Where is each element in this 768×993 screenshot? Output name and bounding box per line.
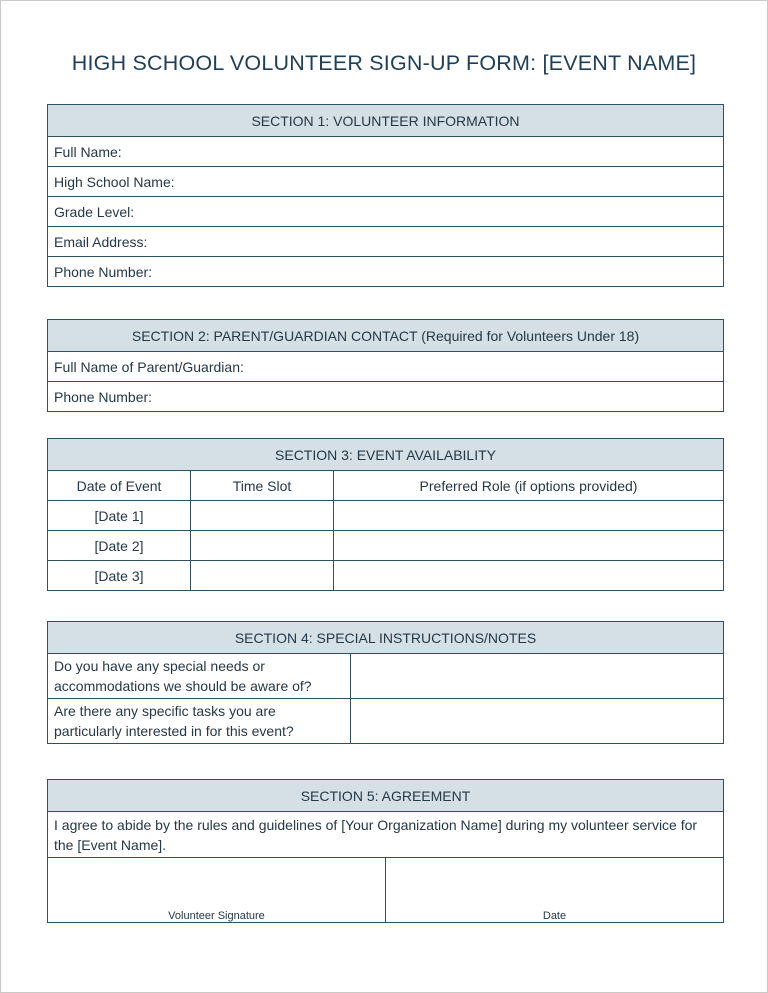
date-label: Date	[542, 910, 567, 922]
specific-tasks-answer-field[interactable]	[351, 699, 724, 744]
time-slot-cell[interactable]	[191, 501, 334, 531]
preferred-role-cell[interactable]	[334, 561, 724, 591]
section-heading: SECTION 5: AGREEMENT	[48, 780, 724, 812]
table-row	[48, 531, 724, 561]
volunteer-signature-label: Volunteer Signature	[168, 910, 265, 922]
full-name-field[interactable]: Full Name:	[48, 137, 724, 167]
table-row	[48, 561, 724, 591]
section-heading: SECTION 1: VOLUNTEER INFORMATION	[48, 105, 724, 137]
time-slot-cell[interactable]	[191, 561, 334, 591]
preferred-role-cell[interactable]	[334, 531, 724, 561]
section-agreement	[47, 779, 724, 923]
table-row	[48, 501, 724, 531]
guardian-full-name-field[interactable]: Full Name of Parent/Guardian:	[48, 352, 724, 382]
specific-tasks-question: Are there any specific tasks you are particularly interested in for this event?	[48, 699, 351, 744]
column-header-date: Date of Event	[48, 471, 191, 501]
high-school-name-field[interactable]: High School Name:	[48, 167, 724, 197]
date-field[interactable]	[386, 858, 724, 923]
grade-level-field[interactable]: Grade Level:	[48, 197, 724, 227]
special-needs-question: Do you have any special needs or accommodations we should be aware of?	[48, 654, 351, 699]
section-heading: SECTION 4: SPECIAL INSTRUCTIONS/NOTES	[48, 622, 724, 654]
email-address-field[interactable]: Email Address:	[48, 227, 724, 257]
agreement-text: I agree to abide by the rules and guidelines of [Your Organization Name] during my volunteer service for the [Event Name].	[48, 812, 724, 858]
column-header-time-slot: Time Slot	[191, 471, 334, 501]
section-special-instructions	[47, 621, 724, 744]
date-cell: [Date 3]	[48, 561, 191, 591]
time-slot-cell[interactable]	[191, 531, 334, 561]
section-heading: SECTION 2: PARENT/GUARDIAN CONTACT (Required for Volunteers Under 18)	[48, 320, 724, 352]
special-needs-answer-field[interactable]	[351, 654, 724, 699]
phone-number-field[interactable]: Phone Number:	[48, 257, 724, 287]
section-volunteer-information	[47, 104, 724, 287]
preferred-role-cell[interactable]	[334, 501, 724, 531]
section-event-availability	[47, 438, 724, 591]
guardian-phone-number-field[interactable]: Phone Number:	[48, 382, 724, 412]
column-header-preferred-role: Preferred Role (if options provided)	[334, 471, 724, 501]
form-title: HIGH SCHOOL VOLUNTEER SIGN-UP FORM: [EVENT NAME]	[71, 51, 697, 75]
section-heading: SECTION 3: EVENT AVAILABILITY	[48, 439, 724, 471]
section-parent-guardian-contact	[47, 319, 724, 412]
date-cell: [Date 1]	[48, 501, 191, 531]
date-cell: [Date 2]	[48, 531, 191, 561]
volunteer-signature-field[interactable]	[48, 858, 386, 923]
